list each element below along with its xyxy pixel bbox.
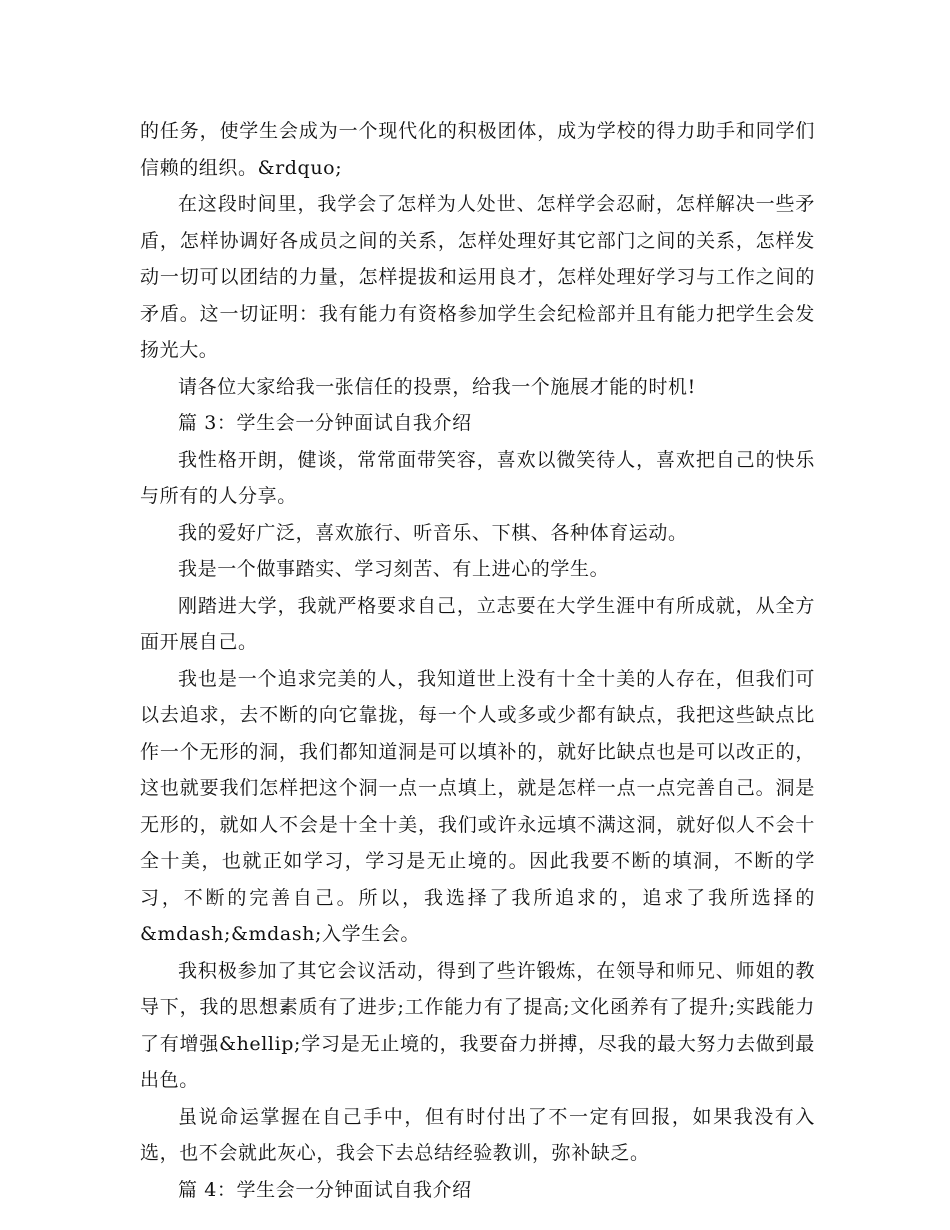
document-body (140, 113, 815, 1208)
paragraph-6: 我是一个做事踏实、学习刻苦、有上进心的学生。 (178, 558, 610, 580)
paragraph-5: 我的爱好广泛，喜欢旅行、听音乐、下棋、各种体育运动。 (178, 521, 688, 544)
paragraph-3: 请各位大家给我一张信任的投票，给我一个施展才能的时机! (178, 375, 696, 398)
paragraph-10: 虽说命运掌握在自己手中，但有时付出了不一定有回报，如果我没有入选，也不会就此灰心，我会下去总结经验教训，弥补缺乏。 (140, 1105, 815, 1164)
section-heading-3: 篇 3：学生会一分钟面试自我介绍 (178, 412, 472, 434)
paragraph-2: 在这段时间里，我学会了怎样为人处世、怎样学会忍耐，怎样解决一些矛盾，怎样协调好各成员之间的关系，怎样处理好其它部门之间的关系，怎样发动一切可以团结的力量，怎样提拔和运用良才，怎样处理好学习与工作之间的矛盾。这一切证明：我有能力有资格参加学生会纪检部并且有能力把学生会发扬光大。 (140, 193, 815, 361)
section-heading-4: 篇 4：学生会一分钟面试自我介绍 (178, 1178, 472, 1201)
paragraph-4: 我性格开朗，健谈，常常面带笑容，喜欢以微笑待人，喜欢把自己的快乐与所有的人分享。 (140, 448, 815, 507)
paragraph-9: 我积极参加了其它会议活动，得到了些许锻炼，在领导和师兄、师姐的教导下，我的思想素质有了进步;工作能力有了提高;文化函养有了提升;实践能力了有增强&hellip;学习是无止境的，我要奋力拼搏，尽我的最大努力去做到最出色。 (140, 959, 815, 1091)
paragraph-8: 我也是一个追求完美的人，我知道世上没有十全十美的人存在，但我们可以去追求，去不断的向它靠拢，每一个人或多或少都有缺点，我把这些缺点比作一个无形的洞，我们都知道洞是可以填补的，就好比缺点也是可以改正的，这也就要我们怎样把这个洞一点一点填上，就是怎样一点一点完善自己。洞是无形的，就如人不会是十全十美，我们或许永远填不满这洞，就好似人不会十全十美，也就正如学习，学习是无止境的。因此我要不断的填洞，不断的学习，不断的完善自己。所以，我选择了我所追求的，追求了我所选择的&mdash;&mdash;入学生会。 (140, 667, 815, 945)
paragraph-7: 刚踏进大学，我就严格要求自己，立志要在大学生涯中有所成就，从全方面开展自己。 (140, 594, 815, 653)
paragraph-1: 的任务，使学生会成为一个现代化的积极团体，成为学校的得力助手和同学们信赖的组织。&rdquo; (140, 120, 815, 179)
